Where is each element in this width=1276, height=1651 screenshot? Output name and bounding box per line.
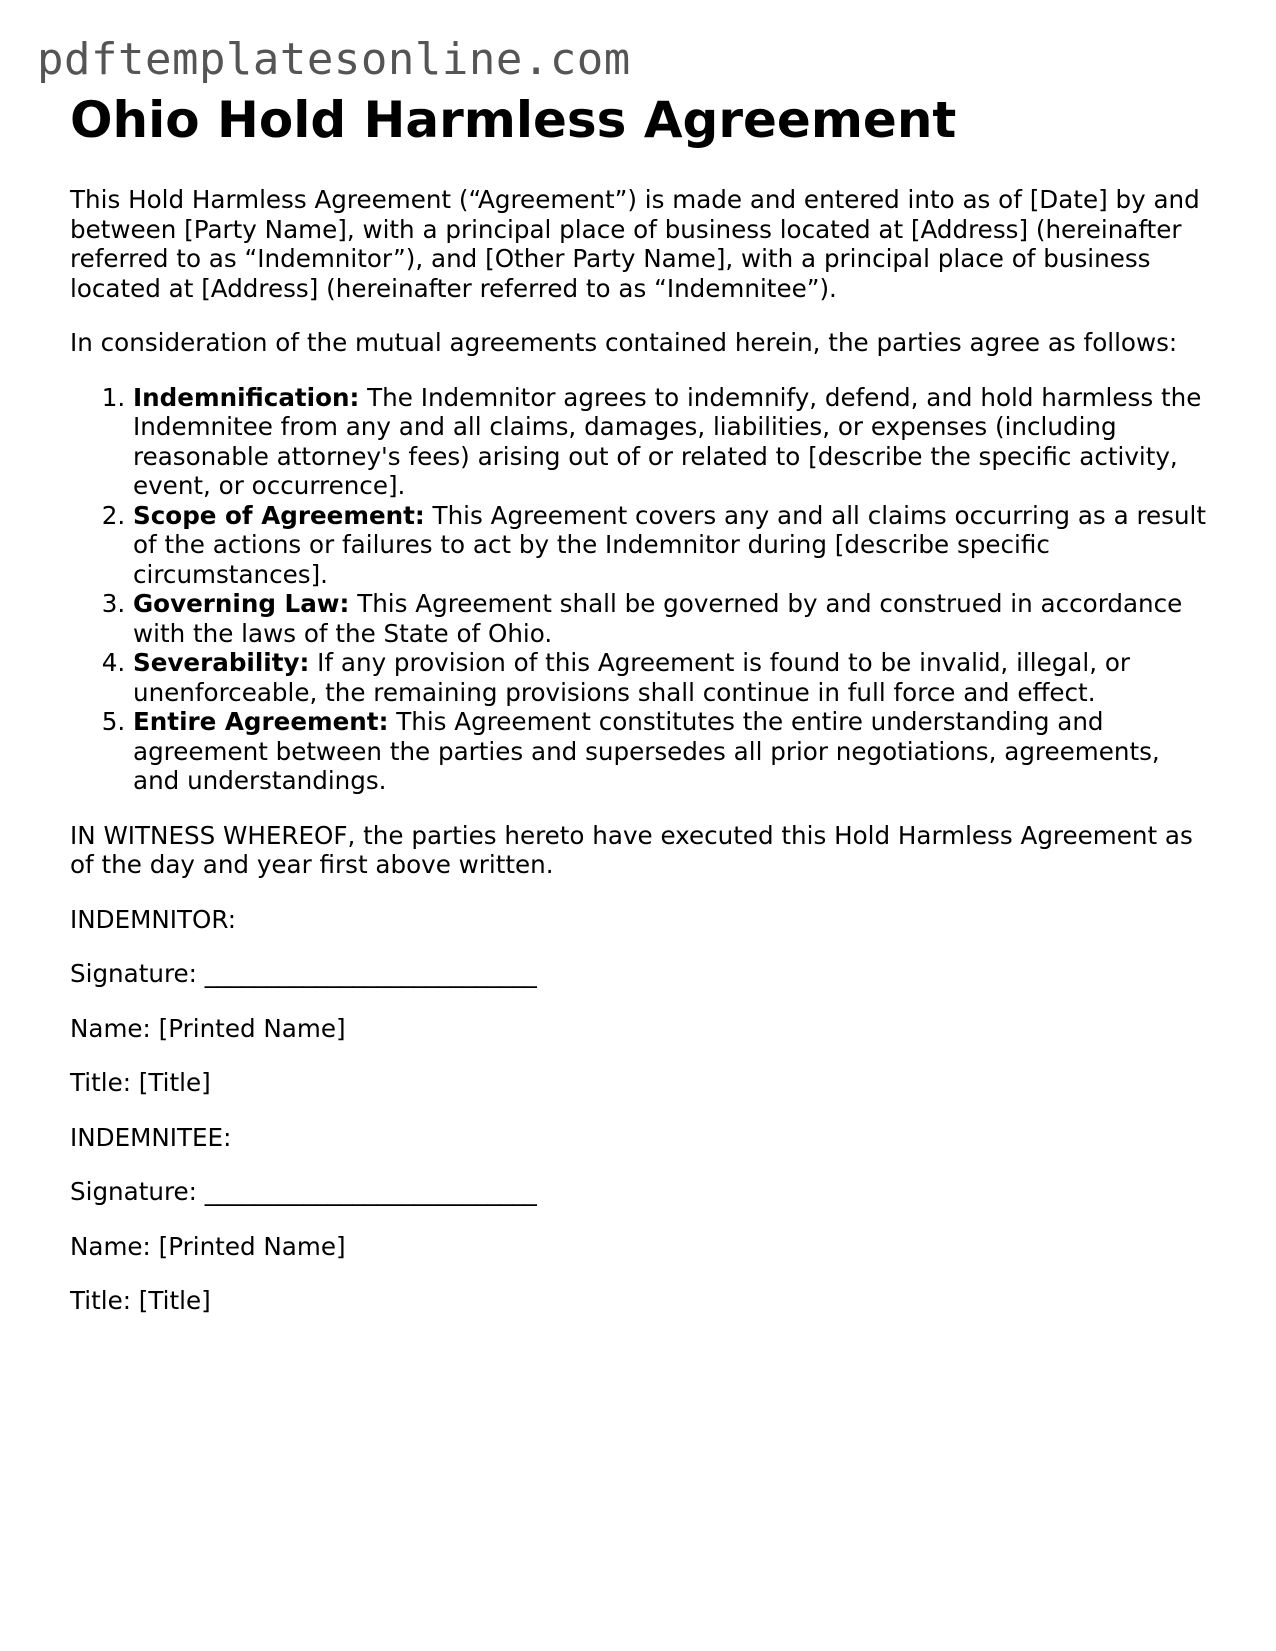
clause-item <box>133 589 1210 648</box>
indemnitee-name: Name: [Printed Name] <box>70 1231 346 1261</box>
document-body <box>70 88 1210 1316</box>
clause-item <box>133 707 1210 796</box>
clause-heading: Indemnification: <box>133 382 360 412</box>
indemnitor-name: Name: [Printed Name] <box>70 1013 346 1043</box>
indemnitor-signature-block <box>70 905 1210 1098</box>
clause-text: This Agreement shall be governed by and construed in accordance with the laws of the State of Ohio. <box>133 589 1183 648</box>
clause-heading: Severability: <box>133 648 310 677</box>
clause-item <box>133 648 1210 707</box>
document-title: Ohio Hold Harmless Agreement <box>70 91 957 149</box>
clause-text: If any provision of this Agreement is found to be invalid, illegal, or unenforceable, the remaining provisions shall continue in full force and effect. <box>133 648 1131 707</box>
indemnitee-label: INDEMNITEE: <box>70 1122 232 1152</box>
clause-heading: Entire Agreement: <box>133 707 389 736</box>
indemnitor-label: INDEMNITOR: <box>70 904 236 934</box>
clause-item <box>133 383 1210 501</box>
witness-paragraph: IN WITNESS WHEREOF, the parties hereto have executed this Hold Harmless Agreement as of the day and year first above written. <box>70 820 1193 879</box>
clause-heading: Scope of Agreement: <box>133 500 425 530</box>
clause-text: This Agreement covers any and all claims occurring as a result of the actions or failures to act by the Indemnitor during [describe specific circumstances]. <box>133 500 1207 589</box>
indemnitee-signature-line: Signature: ___________________________ <box>70 1177 537 1206</box>
indemnitee-title: Title: [Title] <box>70 1286 211 1315</box>
watermark: pdftemplatesonline.com <box>37 34 631 85</box>
clause-heading: Governing Law: <box>133 589 350 618</box>
indemnitor-signature-line: Signature: ___________________________ <box>70 959 537 988</box>
clause-text: The Indemnitor agrees to indemnify, defend, and hold harmless the Indemnitee from any and all claims, damages, liabilities, or expenses (including reasonable attorney's fees) arising out of or related to [describe the specific activity, event, or occurrence]. <box>133 382 1202 500</box>
clause-list <box>70 383 1210 796</box>
indemnitee-signature-block <box>70 1123 1210 1316</box>
indemnitor-title: Title: [Title] <box>70 1068 211 1097</box>
consideration-paragraph: In consideration of the mutual agreements contained herein, the parties agree as follows: <box>70 328 1178 357</box>
clause-text: This Agreement constitutes the entire understanding and agreement between the parties and supersedes all prior negotiations, agreements, and understandings. <box>133 707 1160 795</box>
clause-item <box>133 501 1210 590</box>
intro-paragraph: This Hold Harmless Agreement (“Agreement”) is made and entered into as of [Date] by and between [Party Name], with a principal place of business located at [Address] (hereinafter referred to as “Indemnitor”), and [Other Party Name], with a principal place of business located at [Address] (hereinafter referred to as “Indemnitee”). <box>70 185 1200 303</box>
